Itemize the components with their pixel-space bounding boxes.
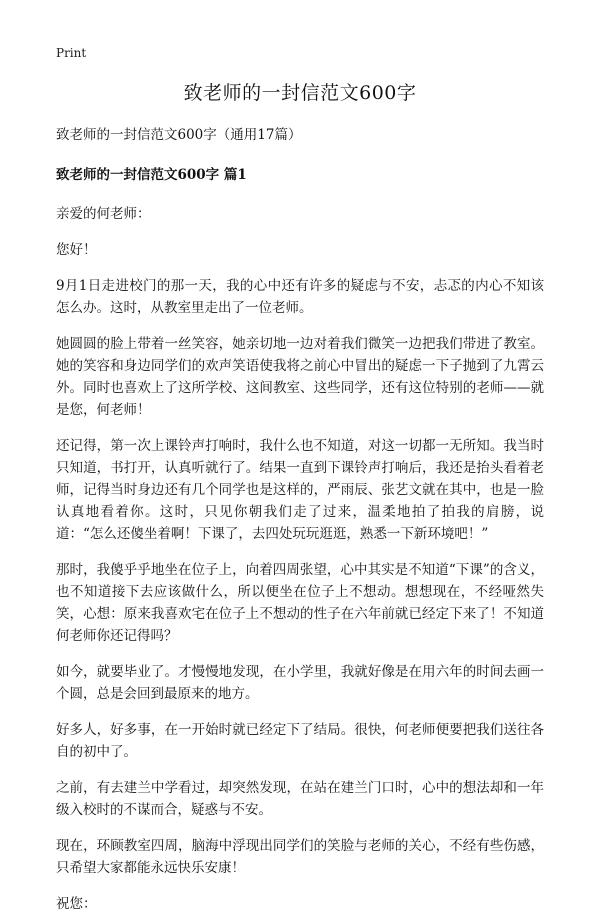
- body-paragraph: 还记得，第一次上课铃声打响时，我什么也不知道，对这一切都一无所知。我当时只知道，书打开，认真听就行了。结果一直到下课铃声打响后，我还是抬头看着老师，记得当时身边还有几个同学也是这样的，严雨辰、张艺文就在其中，也是一脸认真地看着你。这时，只见你朝我们走了过来，温柔地拍了拍我的肩膀，说道：“怎么还傻坐着啊！下课了，去四处玩玩逛逛，熟悉一下新环境吧！”: [56, 438, 544, 542]
- body-paragraph: 她圆圆的脸上带着一丝笑容，她亲切地一边对着我们微笑一边把我们带进了教室。她的笑容和身边同学们的欢声笑语使我将之前心中冒出的疑虑一下子抛到了九霄云外。同时也喜欢上了这所学校、这间教室、这些同学，还有这位特别的老师——就是您，何老师！: [56, 336, 544, 418]
- body-paragraph: 如今，就要毕业了。才慢慢地发现，在小学里，我就好像是在用六年的时间去画一个圆，总是会回到最原来的地方。: [56, 664, 544, 702]
- body-paragraph: 现在，环顾教室四周，脑海中浮现出同学们的笑脸与老师的关心，不经有些伤感，只希望大家都能永远快乐安康！: [56, 838, 544, 876]
- document-subtitle: 致老师的一封信范文600字（通用17篇）: [56, 127, 302, 143]
- salutation: 亲爱的何老师：: [56, 206, 151, 222]
- print-link[interactable]: Print: [56, 46, 87, 60]
- closing-line: 祝您：: [56, 896, 97, 912]
- body-paragraph: 9月1日走进校门的那一天，我的心中还有许多的疑虑与不安，忐忑的内心不知该怎么办。这时，从教室里走出了一位老师。: [56, 278, 544, 316]
- page-title: 致老师的一封信范文600字: [183, 82, 417, 104]
- body-paragraph: 那时，我傻乎乎地坐在位子上，向着四周张望，心中其实是不知道“下课”的含义，也不知道接下去应该做什么，所以便坐在位子上不想动。想想现在，不经哑然失笑，心想：原来我喜欢宅在位子上不想动的性子在六年前就已经定下来了！不知道何老师你还记得吗？: [56, 562, 544, 644]
- body-paragraph: 好多人，好多事，在一开始时就已经定下了结局。很快，何老师便要把我们送往各自的初中了。: [56, 722, 544, 760]
- greeting: 您好！: [56, 242, 97, 258]
- section-heading: 致老师的一封信范文600字 篇1: [56, 167, 247, 183]
- body-paragraph: 之前，有去建兰中学看过，却突然发现，在站在建兰门口时，心中的想法却和一年级入校时的不谋而合，疑惑与不安。: [56, 780, 544, 818]
